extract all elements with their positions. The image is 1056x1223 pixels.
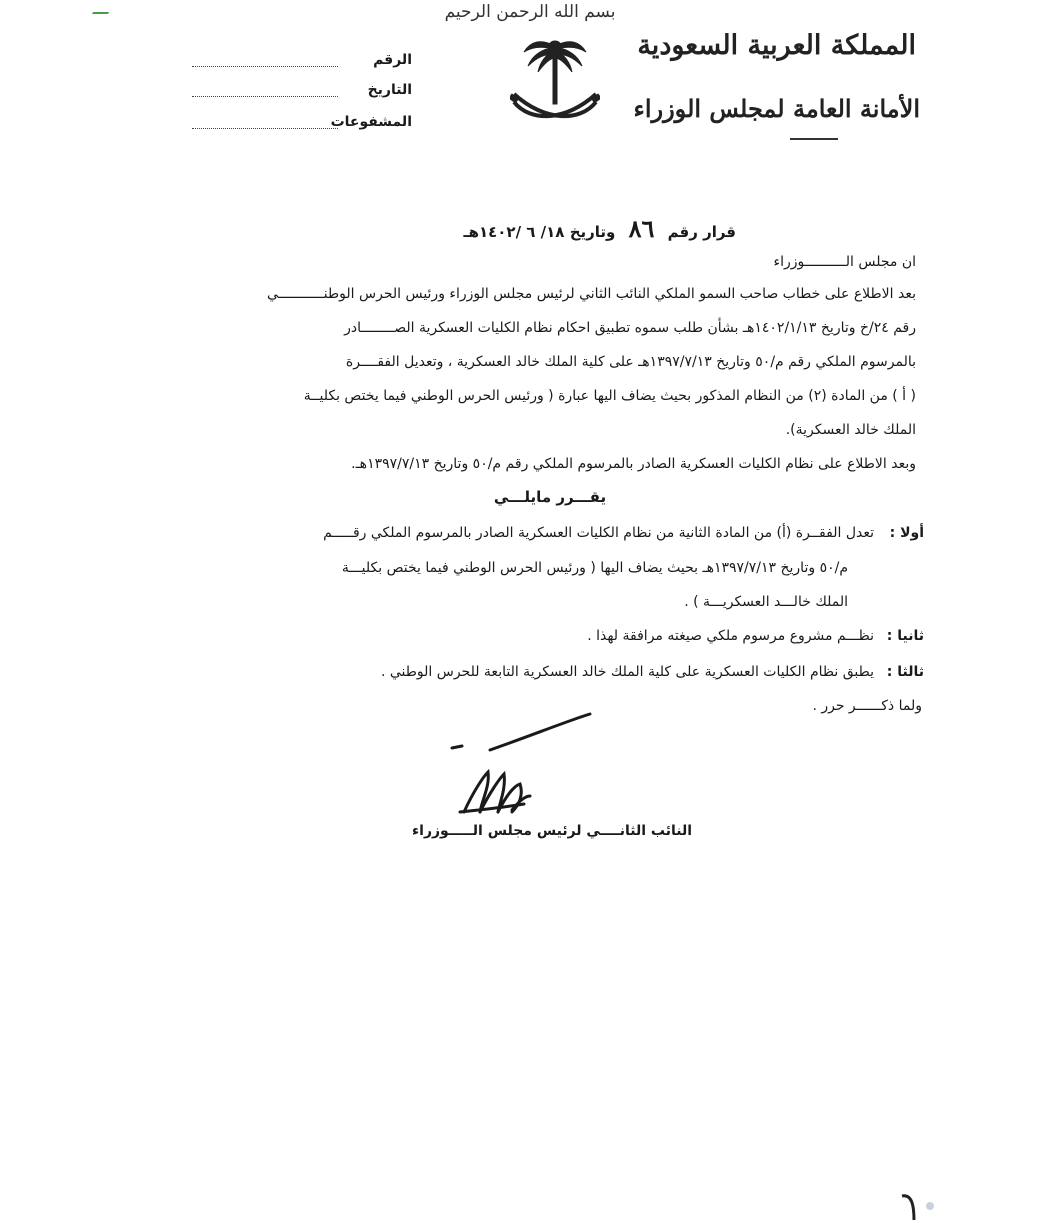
- item-first-line: تعدل الفقــرة (أ) من المادة الثانية من نظام الكليات العسكرية الصادر بالمرسوم الملكي رقـــــم: [323, 525, 874, 541]
- paragraph1-line: بالمرسوم الملكي رقم م/٥٠ وتاريخ ١٣٩٧/٧/١٣هـ على كلية الملك خالد العسكرية ، وتعديل الفقــــرة: [345, 354, 916, 370]
- secretariat-heading: الأمانة العامة لمجلس الوزراء: [633, 94, 920, 123]
- item-third-line: يطبق نظام الكليات العسكرية على كلية الملك خالد العسكرية التابعة للحرس الوطني .: [380, 664, 874, 680]
- meta-attachments-field: [192, 128, 338, 129]
- paragraph1-line: رقم ٢٤/خ وتاريخ ١٤٠٢/١/١٣هـ بشأن طلب سموه تطبيق احكام نظام الكليات العسكرية الصــــــــادر: [344, 320, 916, 336]
- green-corner-mark: [92, 0, 116, 14]
- item-first-line: الملك خالـــد العسكريـــة ) .: [684, 594, 848, 610]
- basmala: بسم الله الرحمن الرحيم: [444, 2, 616, 22]
- item-label-second: ثانيا :: [886, 628, 924, 644]
- meta-number-label: الرقم: [373, 52, 412, 68]
- meta-date-row: [192, 82, 412, 108]
- palm-swords-emblem-icon: [510, 32, 600, 130]
- paragraph2-line: وبعد الاطلاع على نظام الكليات العسكرية الصادر بالمرسوم الملكي رقم م/٥٠ وتاريخ ١٣٩٧/٧/١٣هـ.: [351, 456, 916, 472]
- kingdom-heading: المملكة العربية السعودية: [637, 30, 916, 61]
- paragraph1-line: بعد الاطلاع على خطاب صاحب السمو الملكي النائب الثاني لرئيس مجلس الوزراء ورئيس الحرس الوطنـــــــــــي: [267, 286, 916, 302]
- meta-date-field: [192, 96, 338, 97]
- item-label-third: ثالثا :: [886, 664, 924, 680]
- meta-date-label: التاريخ: [367, 82, 412, 98]
- header-rule: [790, 138, 838, 140]
- decision-date: ١٨/ ٦ /١٤٠٢هـ: [463, 223, 565, 241]
- paragraph1-line: الملك خالد العسكرية).: [785, 422, 916, 438]
- item-second-line: نظـــم مشروع مرسوم ملكي صيغته مرافقة لهذا .: [587, 628, 874, 644]
- meta-attachments-row: [192, 114, 412, 140]
- decision-number: ٨٦: [628, 214, 655, 243]
- meta-number-row: [192, 52, 412, 78]
- paragraph1-line: ( أ ) من المادة (٢) من النظام المذكور بحيث يضاف اليها عبارة ( ورئيس الحرس الوطني فيما يختص بكليــة: [303, 388, 916, 404]
- resolves-heading: يقـــرر مايلـــي: [493, 488, 607, 506]
- signer-title: النائب الثانــــي لرئيس مجلس الـــــوزراء: [411, 823, 692, 839]
- item-label-first: أولا :: [889, 525, 924, 541]
- decision-date-label: وتاريخ: [569, 223, 616, 241]
- handwritten-signature: [420, 700, 640, 840]
- meta-attachments-label: المشفوعات: [330, 114, 412, 130]
- closing-line: ولما ذكــــــر حرر .: [812, 698, 922, 714]
- item-first-line: م/٥٠ وتاريخ ١٣٩٧/٧/١٣هـ بحيث يضاف اليها ( ورئيس الحرس الوطني فيما يختص بكليـــة: [341, 560, 848, 576]
- opening-line: ان مجلس الــــــــــوزراء: [773, 254, 916, 270]
- decision-line: [463, 214, 736, 243]
- page-corner-mark-icon: [898, 1192, 938, 1222]
- meta-number-field: [192, 66, 338, 67]
- decision-label: قرار رقم: [667, 223, 736, 241]
